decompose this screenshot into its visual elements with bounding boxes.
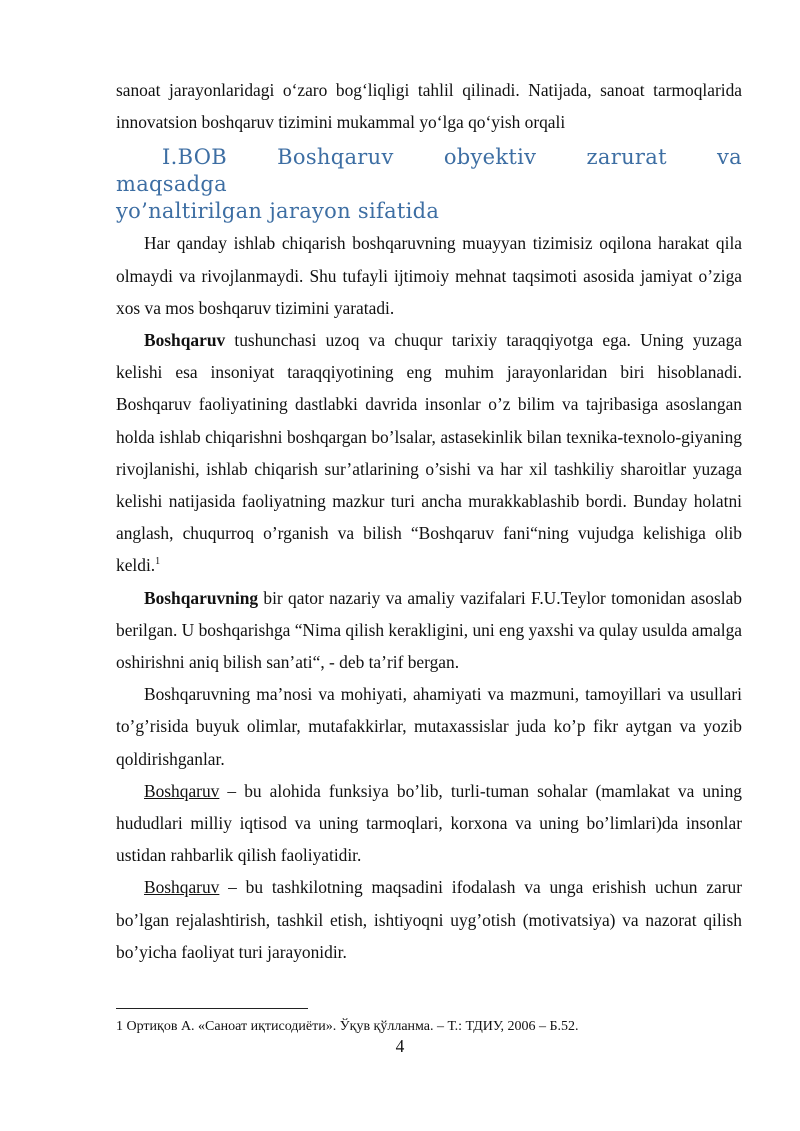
paragraph-3-text: bir qator nazariy va amaliy vazifalari F.U.Teylor tomonidan asoslab berilgan. U boshqarishga “Nima qilish kerakligini, uni eng yaxshi va qulay usulda amalga oshirishni aniq bilish san’ati“, - deb ta’rif bergan. [116, 587, 742, 673]
paragraph-5-term: Boshqaruv [144, 780, 220, 801]
footnote-reference[interactable]: 1 [155, 556, 161, 568]
paragraph-3-term: Boshqaruvning [144, 587, 259, 608]
paragraph-4: Boshqaruvning ma’nosi va mohiyati, ahamiyati va mazmuni, tamoyillari va usullari to’g’risida buyuk olimlar, mutafakkirlar, mutaxassislar juda ko’p fikr aytgan va yozib qoldirishganlar. [116, 684, 742, 769]
paragraph-6-term: Boshqaruv [144, 877, 220, 898]
paragraph-2-text: tushunchasi uzoq va chuqur tarixiy taraqqiyotga ega. Uning yuzaga kelishi esa insoniyat taraqqiyotining eng muhim jarayonlaridan biri hisoblanadi. Boshqaruv faoliyatining dastlabki davrida insonlar o’z bilim va tajribasiga asoslangan holda ishlab chiqarishni boshqargan bo’lsalar, astasekinlik bilan texnika-texnolo-giyaning rivojlanishi, ishlab chiqarish sur’atlarining o’sishi va har xil tashkiliy sharoitlar yuzaga kelishi natijasida faoliyatning mazkur turi ancha murakkablashib bordi. Bunday holatni anglash, chuqurroq o’rganish va bilish “Boshqaruv fani“ning vujudga kelishiga olib keldi. [116, 330, 742, 576]
paragraph-5 [116, 775, 742, 872]
body-text [116, 74, 742, 968]
chapter-heading [116, 144, 742, 225]
footnote-text: 1 Ортиқов А. «Саноат иқтисодиёти». Ўқув қўлланма. – Т.: ТДИУ, 2006 – Б.52. [116, 1019, 579, 1034]
page-number: 4 [395, 1036, 405, 1056]
paragraph-6 [116, 871, 742, 968]
paragraph-2 [116, 324, 742, 582]
paragraph-1: Har qanday ishlab chiqarish boshqaruvning muayyan tizimisiz oqilona harakat qila olmaydi va rivojlanmaydi. Shu tufayli ijtimoiy mehnat taqsimoti asosida jamiyat o’ziga xos va mos boshqaruv tizimini yaratadi. [116, 233, 742, 318]
paragraph-2-term: Boshqaruv [144, 330, 226, 351]
intro-paragraph: sanoat jarayonlaridagi o‘zaro bog‘liqligi tahlil qilinadi. Natijada, sanoat tarmoqlarida innovatsion boshqaruv tizimini mukammal yo‘lga qo‘yish orqali [116, 80, 742, 133]
chapter-heading-line-1: I.BOB Boshqaruv obyektiv zarurat va maqsadga [116, 145, 742, 197]
paragraph-6-text: – bu tashkilotning maqsadini ifodalash va unga erishish uchun zarur bo’lgan rejalashtirish, tashkil etish, ishtiyoqni uyg’otish (motivatsiya) va nazorat qilish bo’yicha faoliyat turi jarayonidir. [116, 877, 742, 962]
footnote-divider [116, 1008, 308, 1009]
chapter-heading-line-2: yo’naltirilgan jarayon sifatida [116, 199, 440, 224]
paragraph-3 [116, 582, 742, 679]
paragraph-5-text: – bu alohida funksiya bo’lib, turli-tuman sohalar (mamlakat va uning hududlari milliy iqtisod va uning tarmoqlari, korxona va uning bo’limlari)da insonlar ustidan rahbarlik qilish faoliyatidir. [116, 780, 742, 866]
